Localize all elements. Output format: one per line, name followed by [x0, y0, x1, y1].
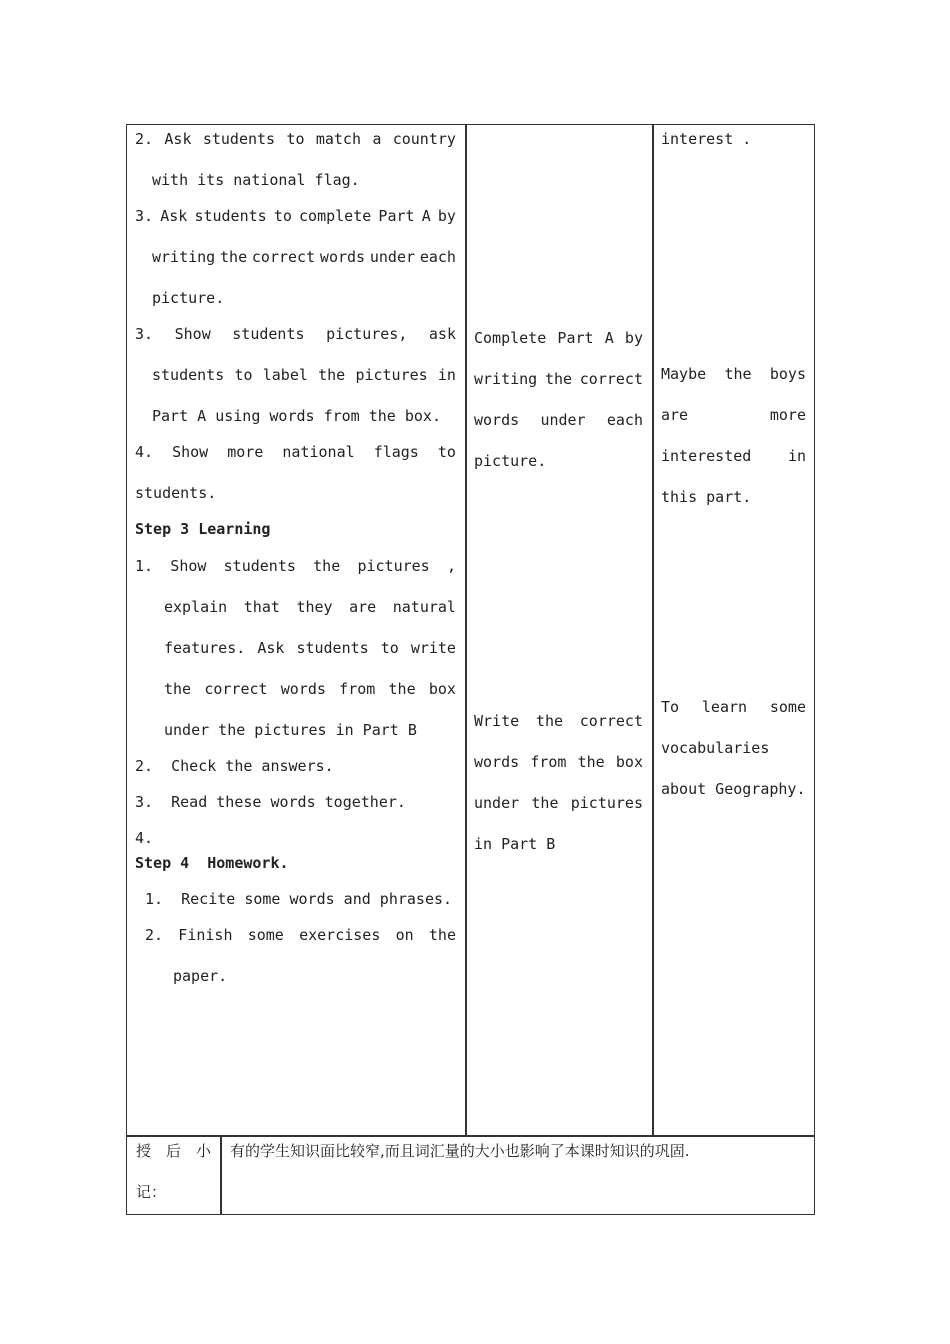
- col1-line: picture.: [152, 289, 225, 307]
- col1-line: 3. Ask students to complete Part A by: [135, 207, 456, 225]
- col3-line: are more: [661, 406, 806, 424]
- column-divider-2: [652, 124, 654, 1136]
- column-divider-1: [465, 124, 467, 1136]
- col1-line: 3. Show students pictures, ask: [135, 325, 456, 343]
- col2-line: under the pictures: [474, 794, 643, 812]
- col2-line: picture.: [474, 452, 547, 470]
- col3-line: vocabularies: [661, 739, 770, 757]
- col2-line: words under each: [474, 411, 643, 429]
- col2-line: Complete Part A by: [474, 329, 643, 347]
- footer-label: 记：: [136, 1183, 167, 1201]
- col3-line: Maybe the boys: [661, 365, 806, 383]
- col1-line: 1. Show students the pictures ,: [135, 557, 456, 575]
- footer-note: 有的学生知识面比较窄,而且词汇量的大小也影响了本课时知识的巩固.: [230, 1142, 690, 1160]
- col1-line: students.: [135, 484, 217, 502]
- col1-line: students to label the pictures in: [152, 366, 456, 384]
- col1-line: 2. Check the answers.: [135, 757, 334, 775]
- step4-heading: Step 4 Homework.: [135, 854, 289, 872]
- col1-line: 2. Ask students to match a country: [135, 130, 456, 148]
- col1-line: 4.: [135, 829, 154, 847]
- col3-line: interested in: [661, 447, 806, 465]
- col3-line: this part.: [661, 488, 752, 506]
- col1-line: with its national flag.: [152, 171, 360, 189]
- col2-line: words from the box: [474, 753, 643, 771]
- col1-line: explain that they are natural: [164, 598, 456, 616]
- row-divider: [126, 1135, 815, 1137]
- col1-line: Part A using words from the box.: [152, 407, 441, 425]
- col2-line: writing the correct: [474, 370, 643, 388]
- col1-line: 2. Finish some exercises on the: [145, 926, 456, 944]
- col3-line: interest .: [661, 130, 752, 148]
- col3-line: about Geography.: [661, 780, 806, 798]
- col1-line: writing the correct words under each: [152, 248, 456, 266]
- col1-line: 1. Recite some words and phrases.: [145, 890, 453, 908]
- col1-line: 4. Show more national flags to: [135, 443, 456, 461]
- col1-line: features. Ask students to write: [164, 639, 456, 657]
- col2-line: Write the correct: [474, 712, 643, 730]
- col2-line: in Part B: [474, 835, 556, 853]
- footer-label: 授 后 小: [136, 1142, 211, 1160]
- step3-heading: Step 3 Learning: [135, 520, 271, 538]
- lesson-table: [126, 124, 815, 1215]
- col1-line: the correct words from the box: [164, 680, 456, 698]
- col1-line: 3. Read these words together.: [135, 793, 406, 811]
- col1-line: paper.: [173, 967, 228, 985]
- col3-line: To learn some: [661, 698, 806, 716]
- col1-line: under the pictures in Part B: [164, 721, 417, 739]
- footer-divider: [220, 1135, 222, 1215]
